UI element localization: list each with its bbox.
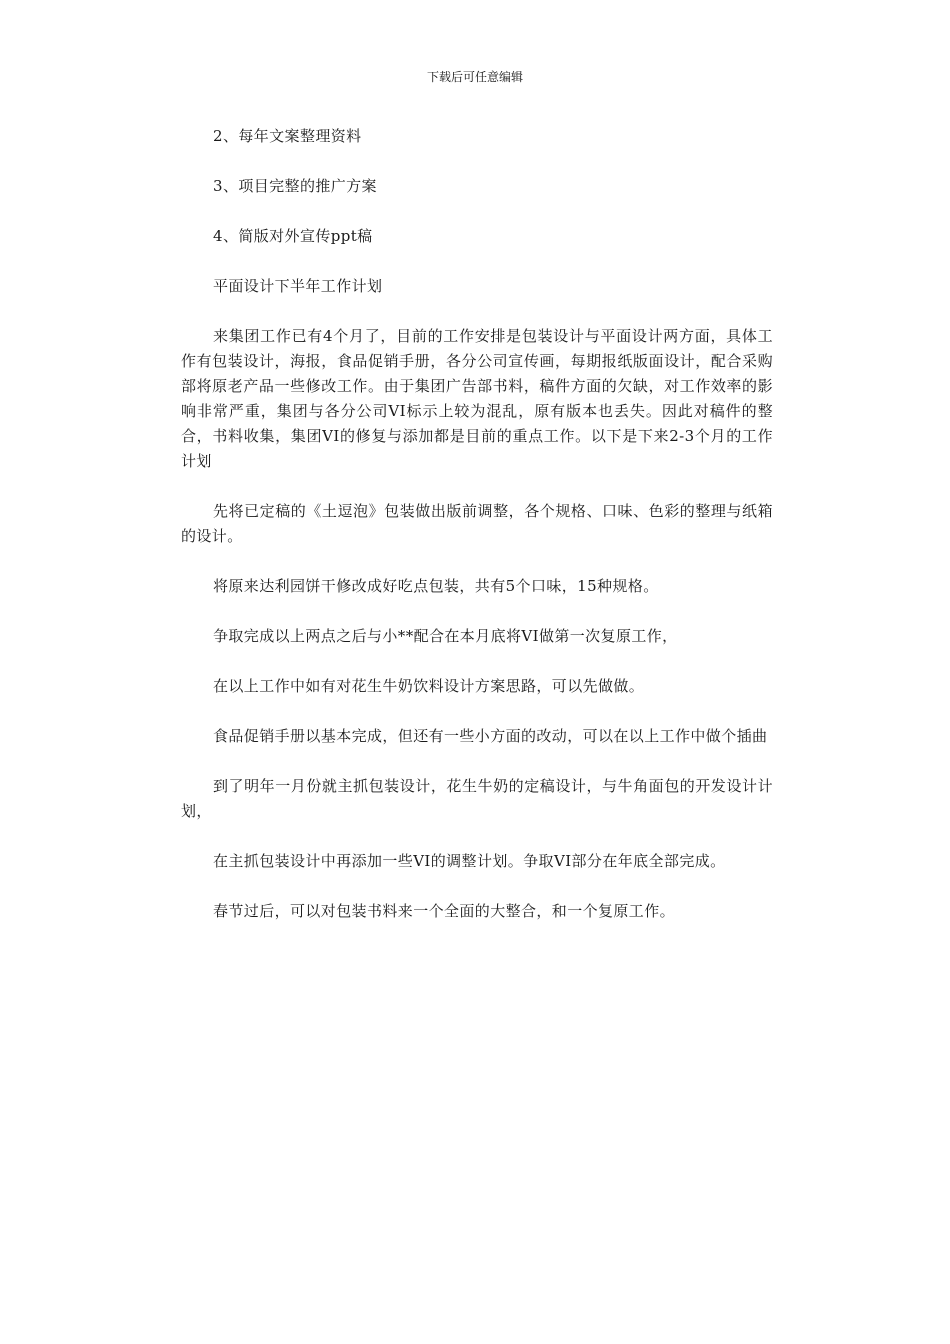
body-paragraph: 争取完成以上两点之后与小**配合在本月底将VI做第一次复原工作，: [213, 627, 678, 645]
list-item-3: 3、项目完整的推广方案: [213, 177, 377, 195]
section-title: 平面设计下半年工作计划: [213, 277, 383, 295]
list-item-2: 2、每年文案整理资料: [213, 127, 362, 145]
body-paragraph: 来集团工作已有4个月了，目前的工作安排是包装设计与平面设计两方面，具体工作有包装设计，海报，食品促销手册，各分公司宣传画，每期报纸版面设计，配合采购部将原老产品一些修改工作。由于集团广告部书料，稿件方面的欠缺，对工作效率的影响非常严重，集团与各分公司VI标示上较为混乱，原有版本也丢失。因此对稿件的整合，书料收集，集团VI的修复与添加都是目前的重点工作。以下是下来2-3个月的工作计划: [181, 327, 773, 470]
page-header: 下载后可任意编辑: [426, 70, 523, 84]
body-paragraph: 食品促销手册以基本完成，但还有一些小方面的改动，可以在以上工作中做个插曲: [213, 727, 768, 745]
document-body: [181, 124, 773, 949]
body-paragraph: 先将已定稿的《土逗泡》包装做出版前调整，各个规格、口味、色彩的整理与纸箱的设计。: [181, 502, 773, 545]
body-paragraph: 在主抓包装设计中再添加一些VI的调整计划。争取VI部分在年底全部完成。: [213, 852, 726, 870]
list-item-4: 4、简版对外宣传ppt稿: [213, 227, 373, 245]
body-paragraph: 在以上工作中如有对花生牛奶饮料设计方案思路，可以先做做。: [213, 677, 645, 695]
body-paragraph: 将原来达利园饼干修改成好吃点包装，共有5个口味，15种规格。: [213, 577, 659, 595]
body-paragraph: 到了明年一月份就主抓包装设计，花生牛奶的定稿设计，与牛角面包的开发设计计划，: [181, 777, 773, 820]
body-paragraph: 春节过后，可以对包装书料来一个全面的大整合，和一个复原工作。: [213, 902, 676, 920]
